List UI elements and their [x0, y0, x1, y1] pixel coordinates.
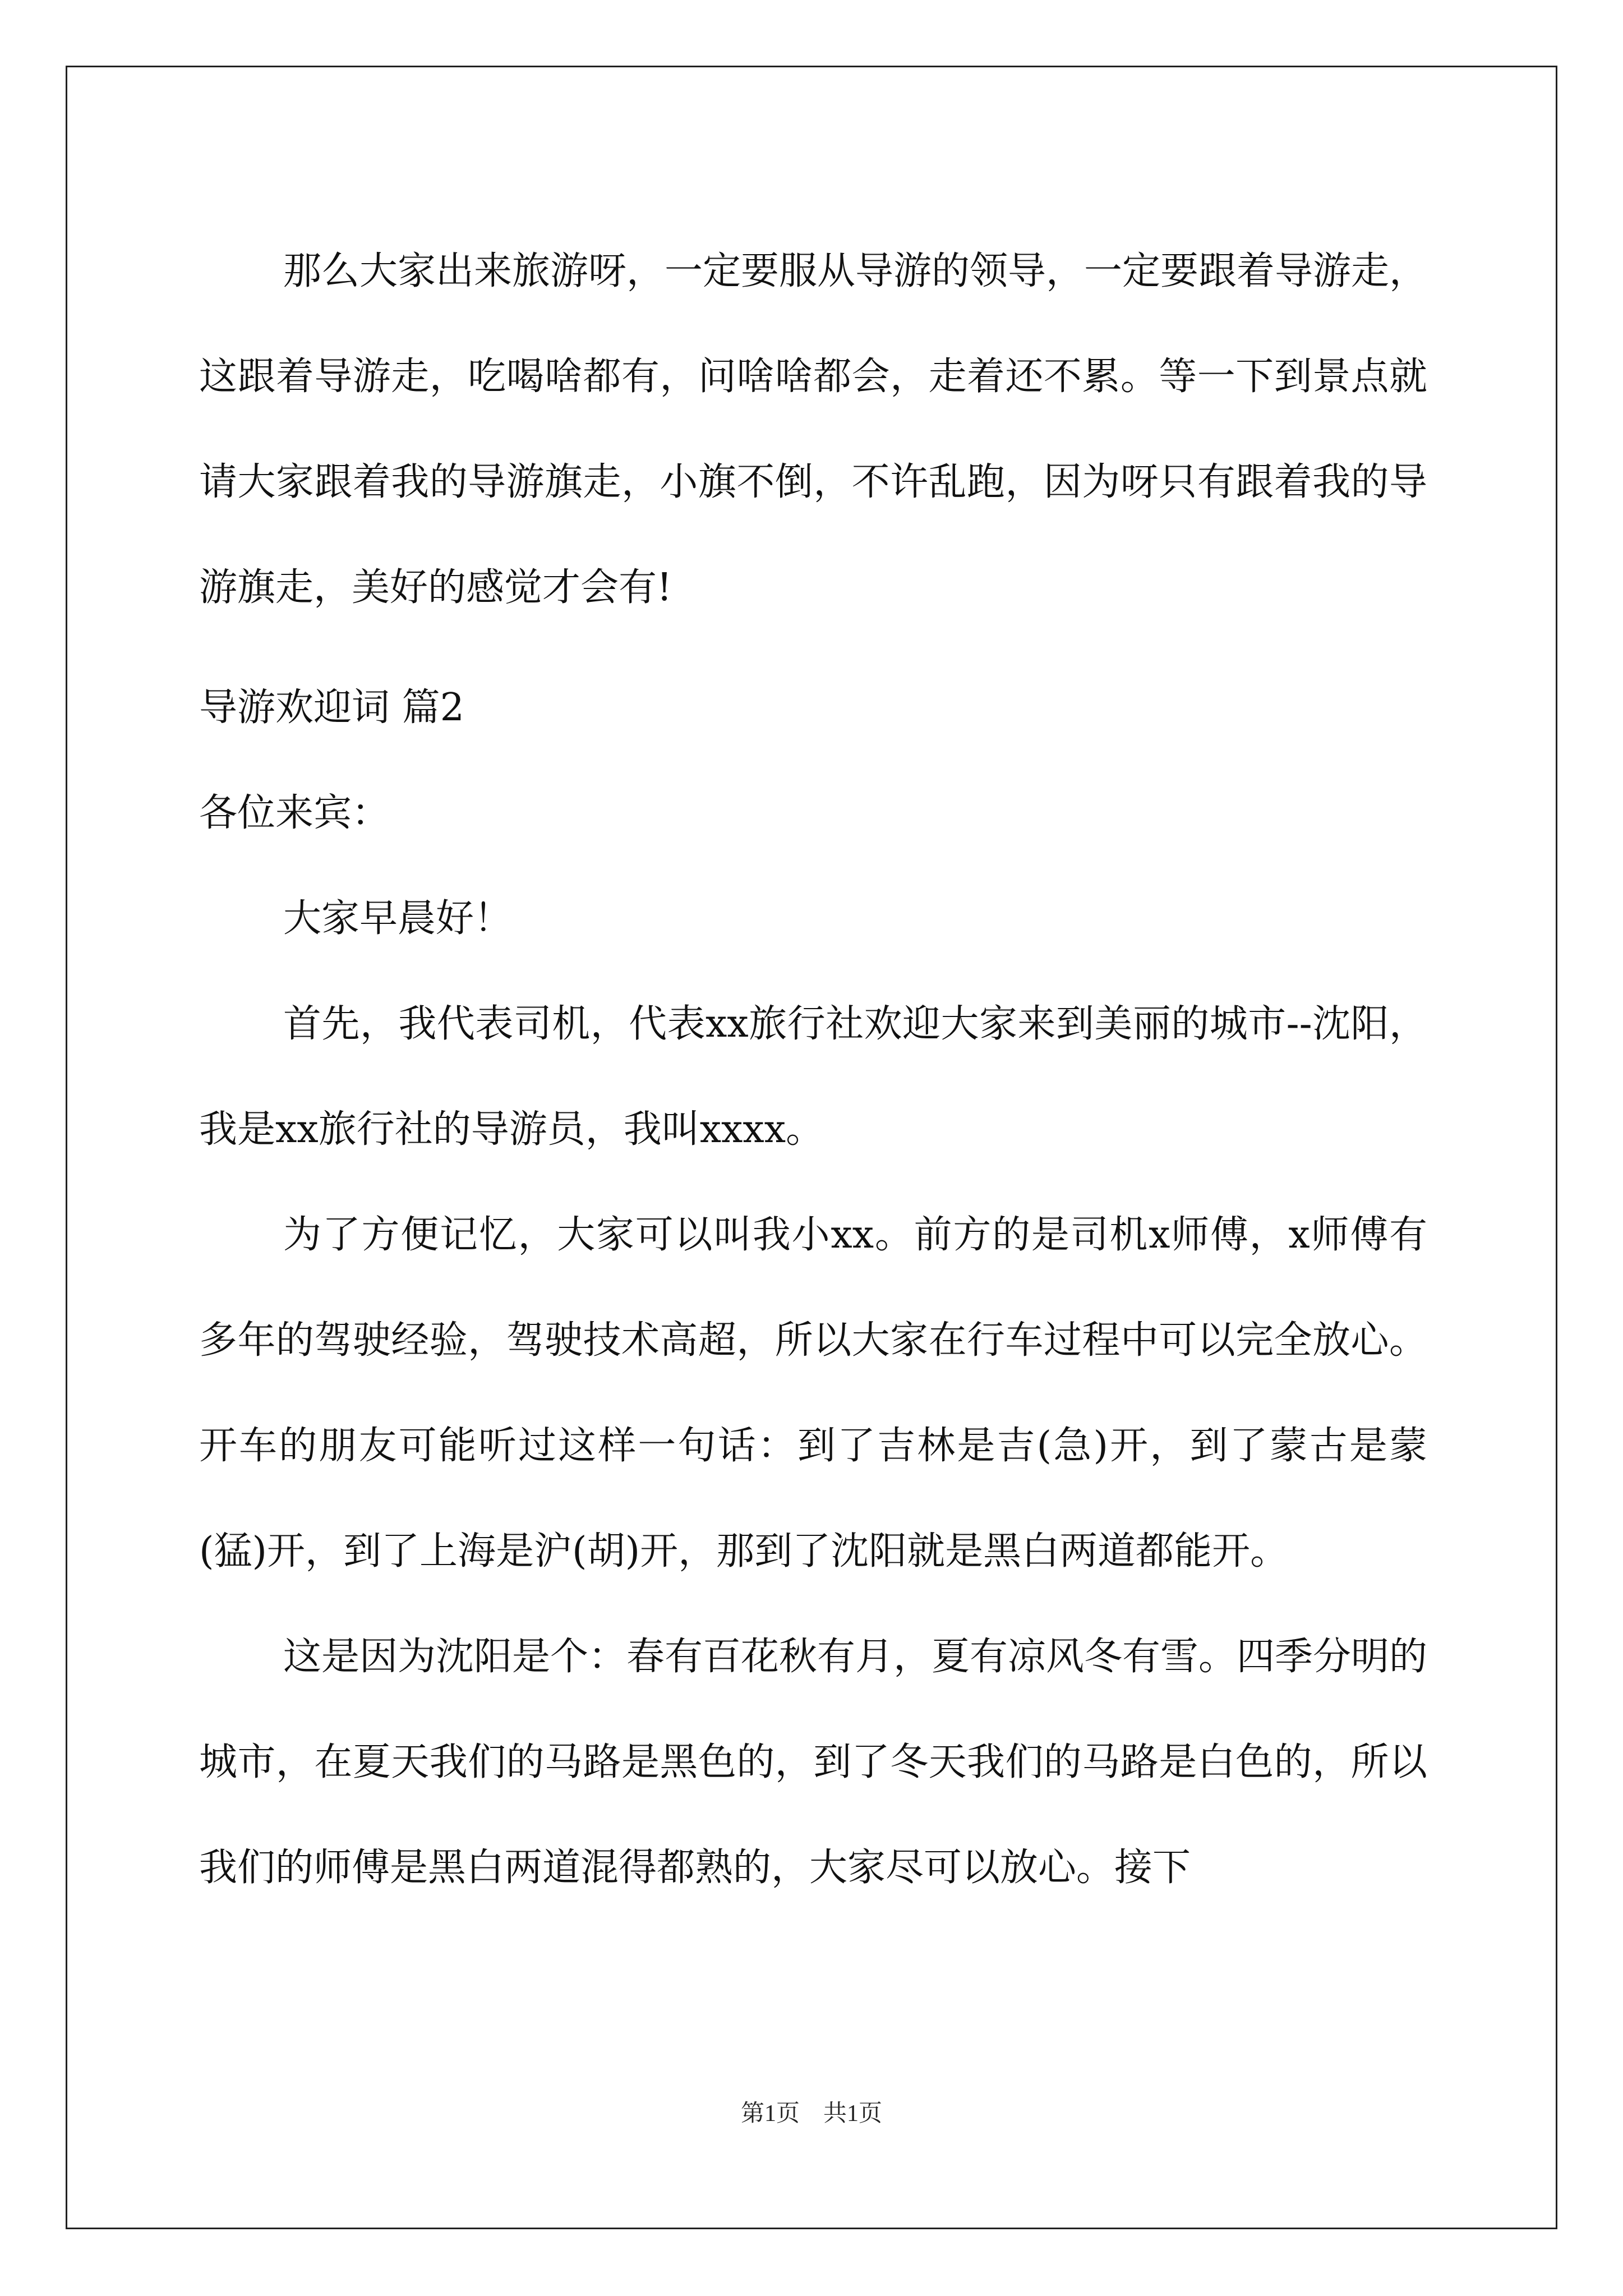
paragraph-introduction: 首先，我代表司机，代表xx旅行社欢迎大家来到美丽的城市--沈阳，我是xx旅行社的导游员，我叫xxxx。: [199, 1002, 1427, 1152]
paragraph-city-seasons: 这是因为沈阳是个：春有百花秋有月，夏有凉风冬有雪。四季分明的城市，在夏天我们的马路是黑色的，到了冬天我们的马路是白色的，所以我们的师傅是黑白两道混得都熟的，大家尽可以放心。接下: [199, 1635, 1428, 1890]
paragraph-travel-rules: 那么大家出来旅游呀，一定要服从导游的领导，一定要跟着导游走，这跟着导游走，吃喝啥都有，问啥啥都会，走着还不累。等一下到景点就请大家跟着我的导游旗走，小旗不倒，不许乱跑，因为呀只有跟着我的导游旗走，美好的感觉才会有!: [199, 249, 1428, 610]
page-number-footer: 第1页 共1页: [740, 2101, 882, 2127]
paragraph-greeting: 大家早晨好！: [283, 896, 513, 941]
paragraph-driver: 为了方便记忆，大家可以叫我小xx。前方的是司机x师傅，x师傅有多年的驾驶经验，驾驶技术高超，所以大家在行车过程中可以完全放心。开车的朋友可能听过这样一句话：到了吉林是吉(急)开，到了蒙古是蒙(猛)开，到了上海是沪(胡)开，那到了沈阳就是黑白两道都能开。: [199, 1213, 1427, 1573]
salutation: 各位来宾：: [199, 791, 390, 835]
document-body: [199, 219, 1427, 1921]
section-heading: 导游欢迎词 篇2: [199, 685, 464, 730]
